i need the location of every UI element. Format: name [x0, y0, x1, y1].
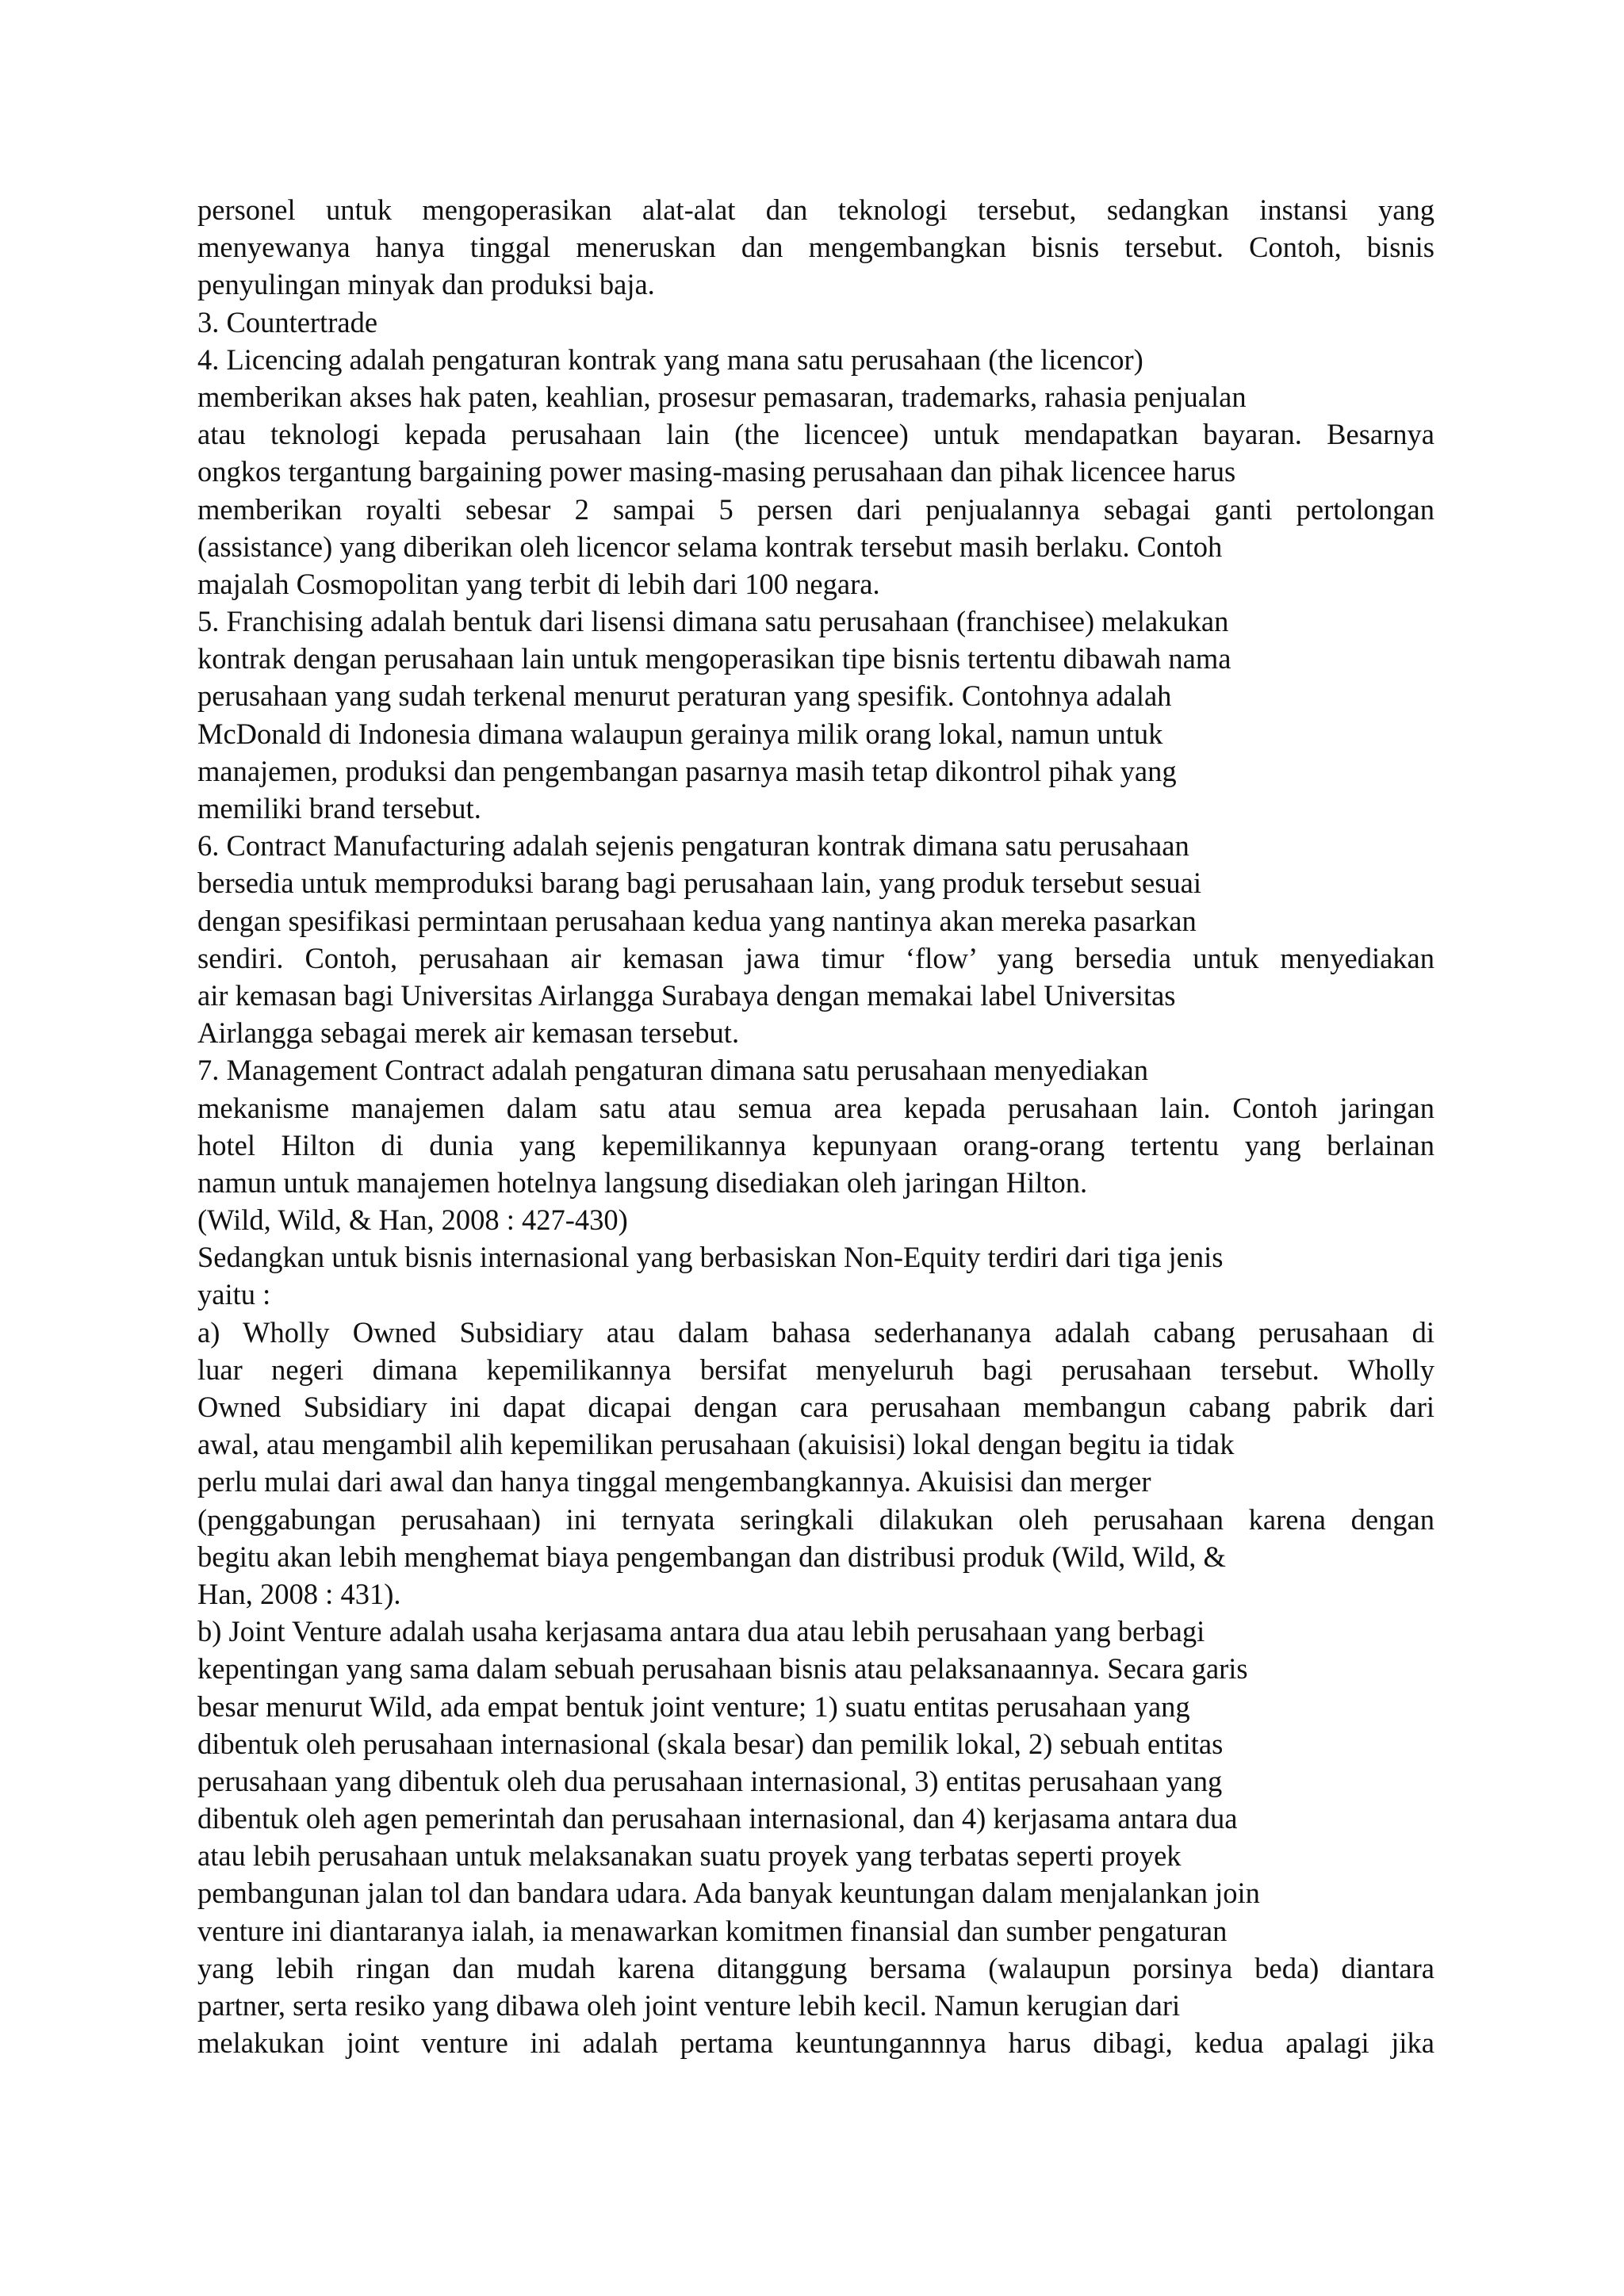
- text-line: yang lebih ringan dan mudah karena ditanggung bersama (walaupun porsinya beda) diantara: [197, 1951, 1434, 1984]
- text-line: perusahaan yang dibentuk oleh dua perusahaan internasional, 3) entitas perusahaan yang: [197, 1764, 1223, 1797]
- text-line: atau lebih perusahaan untuk melaksanakan suatu proyek yang terbatas seperti proyek: [197, 1839, 1182, 1873]
- text-line: perlu mulai dari awal dan hanya tinggal mengembangkannya. Akuisisi dan merger: [197, 1465, 1151, 1498]
- text-line: manajemen, produksi dan pengembangan pasarnya masih tetap dikontrol pihak yang: [197, 754, 1177, 787]
- text-line: venture ini diantaranya ialah, ia menawarkan komitmen finansial dan sumber pengaturan: [197, 1914, 1228, 1947]
- text-line: perusahaan yang sudah terkenal menurut peraturan yang spesifik. Contohnya adalah: [197, 679, 1172, 713]
- text-line: memberikan akses hak paten, keahlian, prosesur pemasaran, trademarks, rahasia penjualan: [197, 380, 1247, 413]
- text-line: b) Joint Venture adalah usaha kerjasama antara dua atau lebih perusahaan yang berbagi: [197, 1615, 1205, 1648]
- text-line: ongkos tergantung bargaining power masing-masing perusahaan dan pihak licencee harus: [197, 455, 1236, 488]
- text-line: personel untuk mengoperasikan alat-alat dan teknologi tersebut, sedangkan instansi yang: [197, 193, 1434, 226]
- text-line: yaitu :: [197, 1278, 271, 1311]
- text-line: Owned Subsidiary ini dapat dicapai dengan cara perusahaan membangun cabang pabrik dari: [197, 1391, 1434, 1423]
- text-line: melakukan joint venture ini adalah pertama keuntungannnya harus dibagi, kedua apalagi jika: [197, 2026, 1434, 2060]
- text-line: (Wild, Wild, & Han, 2008 : 427-430): [197, 1203, 628, 1237]
- text-line: sendiri. Contoh, perusahaan air kemasan jawa timur ‘flow’ yang bersedia untuk menyediakan: [197, 941, 1434, 974]
- text-line: penyulingan minyak dan produksi baja.: [197, 268, 655, 301]
- text-line: mekanisme manajemen dalam satu atau semua area kepada perusahaan lain. Contoh jaringan: [197, 1091, 1434, 1124]
- text-line: memiliki brand tersebut.: [197, 792, 481, 825]
- text-line: kepentingan yang sama dalam sebuah perusahaan bisnis atau pelaksanaannya. Secara garis: [197, 1652, 1248, 1686]
- text-line: 6. Contract Manufacturing adalah sejenis pengaturan kontrak dimana satu perusahaan: [197, 829, 1189, 863]
- text-line: partner, serta resiko yang dibawa oleh joint venture lebih kecil. Namun kerugian dari: [197, 1989, 1181, 2022]
- text-line: McDonald di Indonesia dimana walaupun gerainya milik orang lokal, namun untuk: [197, 717, 1163, 750]
- text-line: pembangunan jalan tol dan bandara udara. Ada banyak keuntungan dalam menjalankan join: [197, 1877, 1260, 1910]
- body-text: [197, 191, 1434, 2061]
- text-line: Sedangkan untuk bisnis internasional yang berbasiskan Non-Equity terdiri dari tiga jenis: [197, 1241, 1224, 1274]
- text-line: Airlangga sebagai merek air kemasan tersebut.: [197, 1016, 740, 1050]
- text-line: bersedia untuk memproduksi barang bagi perusahaan lain, yang produk tersebut sesuai: [197, 867, 1201, 900]
- text-line: atau teknologi kepada perusahaan lain (the licencee) untuk mendapatkan bayaran. Besarnya: [197, 418, 1434, 451]
- text-line: dibentuk oleh agen pemerintah dan perusahaan internasional, dan 4) kerjasama antara dua: [197, 1802, 1238, 1835]
- text-line: dibentuk oleh perusahaan internasional (skala besar) dan pemilik lokal, 2) sebuah entitas: [197, 1727, 1224, 1760]
- text-line: namun untuk manajemen hotelnya langsung disediakan oleh jaringan Hilton.: [197, 1165, 1088, 1199]
- text-line: (assistance) yang diberikan oleh licencor selama kontrak tersebut masih berlaku. Contoh: [197, 530, 1223, 563]
- text-line: besar menurut Wild, ada empat bentuk joint venture; 1) suatu entitas perusahaan yang: [197, 1689, 1190, 1723]
- text-line: a) Wholly Owned Subsidiary atau dalam bahasa sederhananya adalah cabang perusahaan di: [197, 1315, 1434, 1349]
- text-line: (penggabungan perusahaan) ini ternyata seringkali dilakukan oleh perusahaan karena dengan: [197, 1502, 1434, 1536]
- text-line: awal, atau mengambil alih kepemilikan perusahaan (akuisisi) lokal dengan begitu ia tidak: [197, 1428, 1235, 1461]
- text-line: 5. Franchising adalah bentuk dari lisensi dimana satu perusahaan (franchisee) melakukan: [197, 605, 1229, 638]
- text-line: 7. Management Contract adalah pengaturan dimana satu perusahaan menyediakan: [197, 1054, 1148, 1087]
- text-line: menyewanya hanya tinggal meneruskan dan mengembangkan bisnis tersebut. Contoh, bisnis: [197, 231, 1434, 264]
- text-line: 3. Countertrade: [197, 305, 378, 339]
- text-line: dengan spesifikasi permintaan perusahaan kedua yang nantinya akan mereka pasarkan: [197, 904, 1197, 937]
- text-line: memberikan royalti sebesar 2 sampai 5 persen dari penjualannya sebagai ganti pertolongan: [197, 492, 1434, 526]
- text-line: air kemasan bagi Universitas Airlangga Surabaya dengan memakai label Universitas: [197, 978, 1176, 1012]
- text-line: majalah Cosmopolitan yang terbit di lebih dari 100 negara.: [197, 567, 880, 600]
- text-line: 4. Licencing adalah pengaturan kontrak yang mana satu perusahaan (the licencor): [197, 342, 1143, 376]
- text-line: begitu akan lebih menghemat biaya pengembangan dan distribusi produk (Wild, Wild, &: [197, 1540, 1226, 1573]
- text-line: Han, 2008 : 431).: [197, 1577, 401, 1610]
- text-line: luar negeri dimana kepemilikannya bersifat menyeluruh bagi perusahaan tersebut. Wholly: [197, 1353, 1434, 1386]
- text-line: hotel Hilton di dunia yang kepemilikannya kepunyaan orang-orang tertentu yang berlainan: [197, 1128, 1434, 1161]
- text-line: kontrak dengan perusahaan lain untuk mengoperasikan tipe bisnis tertentu dibawah nama: [197, 642, 1231, 675]
